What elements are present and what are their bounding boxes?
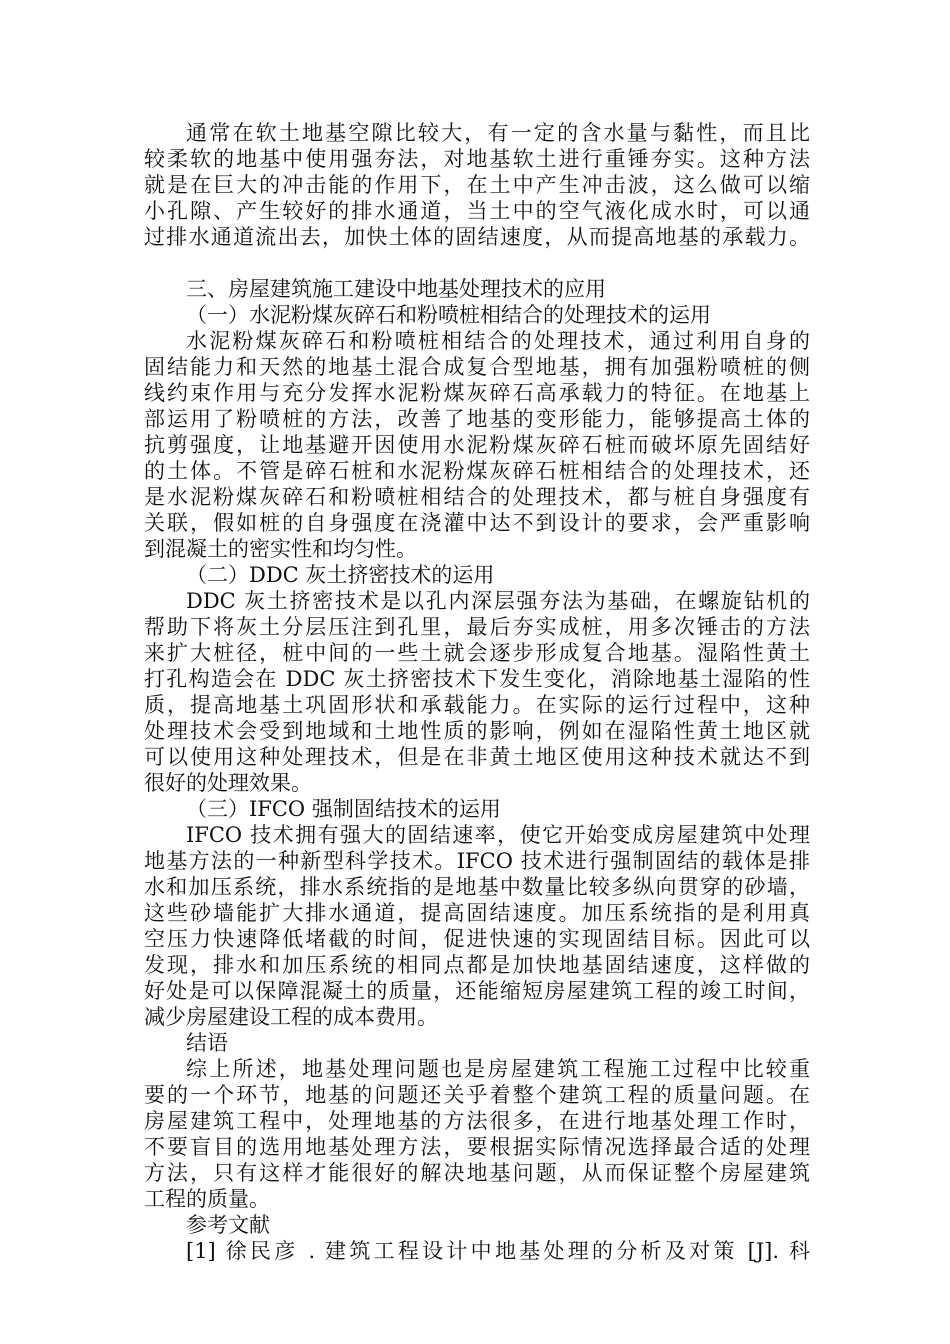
document-body <box>144 120 810 1264</box>
paragraph-conclusion <box>144 1056 810 1212</box>
text-line: 抗剪强度，让地基避开因使用水泥粉煤灰碎石桩而破坏原先固结好 <box>144 433 810 457</box>
text-line: 就是在巨大的冲击能的作用下，在土中产生冲击波，这么做可以缩 <box>144 173 810 197</box>
text-line: 部运用了粉喷桩的方法，改善了地基的变形能力，能够提高土体的 <box>144 407 810 431</box>
text-line: 的土体。不管是碎石桩和水泥粉煤灰碎石桩相结合的处理技术，还 <box>144 459 810 483</box>
text-line: 房屋建筑工程中，处理地基的方法很多，在进行地基处理工作时， <box>144 1109 810 1133</box>
text-line: 水和加压系统，排水系统指的是地基中数量比较多纵向贯穿的砂墙， <box>144 875 810 899</box>
text-line: 发现，排水和加压系统的相同点都是加快地基固结速度，这样做的 <box>144 953 810 977</box>
text-line: 空压力快速降低堵截的时间，促进快速的实现固结目标。因此可以 <box>144 927 810 951</box>
text-line: 较柔软的地基中使用强夯法，对地基软土进行重锤夯实。这种方法 <box>144 147 810 171</box>
paragraph-cfg-pile <box>144 328 810 562</box>
text-line: 地基方法的一种新型科学技术。IFCO 技术进行强制固结的载体是排 <box>144 849 810 873</box>
paragraph-soft-soil <box>144 120 810 250</box>
text-line: 通常在软土地基空隙比较大，有一定的含水量与黏性，而且比 <box>186 121 810 145</box>
paragraph-ddc <box>144 588 810 796</box>
text-line: 很好的处理效果。 <box>144 771 312 795</box>
text-line: 好处是可以保障混凝土的质量，还能缩短房屋建筑工程的竣工时间， <box>144 979 810 1003</box>
text-line: 工程的质量。 <box>144 1187 270 1211</box>
text-line: DDC 灰土挤密技术是以孔内深层强夯法为基础，在螺旋钻机的 <box>186 589 810 613</box>
text-line: 质，提高地基土巩固形状和承载能力。在实际的运行过程中，这种 <box>144 693 810 717</box>
text-line: 打孔构造会在 DDC 灰土挤密技术下发生变化，消除地基土湿陷的性 <box>144 667 810 691</box>
text-line: 不要盲目的选用地基处理方法，要根据实际情况选择最合适的处理 <box>144 1135 810 1159</box>
text-line: 水泥粉煤灰碎石和粉喷桩相结合的处理技术，通过利用自身的 <box>186 329 810 353</box>
text-line: 处理技术会受到地域和土地性质的影响，例如在湿陷性黄土地区就 <box>144 719 810 743</box>
text-line: 要的一个环节，地基的问题还关乎着整个建筑工程的质量问题。在 <box>144 1083 810 1107</box>
text-line: 综上所述，地基处理问题也是房屋建筑工程施工过程中比较重 <box>186 1057 810 1081</box>
references-heading: 参考文献 <box>186 1213 270 1237</box>
text-line: 是水泥粉煤灰碎石和粉喷桩相结合的处理技术，都与桩自身强度有 <box>144 485 810 509</box>
section-heading: 三、房屋建筑施工建设中地基处理技术的应用 <box>186 277 606 301</box>
subsection-heading: （三）IFCO 强制固结技术的运用 <box>186 797 501 821</box>
reference-item: [1] 徐民彦 . 建筑工程设计中地基处理的分析及对策 [J]. 科 <box>186 1239 810 1263</box>
text-line: 来扩大桩径，桩中间的一些土就会逐步形成复合地基。湿陷性黄土 <box>144 641 810 665</box>
text-line: 方法，只有这样才能很好的解决地基问题，从而保证整个房屋建筑 <box>144 1161 810 1185</box>
text-line: 线约束作用与充分发挥水泥粉煤灰碎石高承载力的特征。在地基上 <box>144 381 810 405</box>
subsection-heading: （二）DDC 灰土挤密技术的运用 <box>186 563 495 587</box>
paragraph-ifco <box>144 822 810 1030</box>
text-line: 这些砂墙能扩大排水通道，提高固结速度。加压系统指的是利用真 <box>144 901 810 925</box>
text-line: 固结能力和天然的地基土混合成复合型地基，拥有加强粉喷桩的侧 <box>144 355 810 379</box>
subsection-heading: （一）水泥粉煤灰碎石和粉喷桩相结合的处理技术的运用 <box>186 303 711 327</box>
text-line: 过排水通道流出去，加快土体的固结速度，从而提高地基的承载力。 <box>144 225 810 249</box>
conclusion-heading: 结语 <box>186 1031 228 1055</box>
text-line: 小孔隙、产生较好的排水通道，当土中的空气液化成水时，可以通 <box>144 199 810 223</box>
text-line: 可以使用这种处理技术，但是在非黄土地区使用这种技术就达不到 <box>144 745 810 769</box>
text-line: 关联，假如桩的自身强度在浇灌中达不到设计的要求，会严重影响 <box>144 511 810 535</box>
text-line: 到混凝土的密实性和均匀性。 <box>144 537 417 561</box>
text-line: 帮助下将灰土分层压注到孔里，最后夯实成桩，用多次锤击的方法 <box>144 615 810 639</box>
paragraph-gap <box>144 250 810 276</box>
text-line: IFCO 技术拥有强大的固结速率，使它开始变成房屋建筑中处理 <box>186 823 810 847</box>
text-line: 减少房屋建设工程的成本费用。 <box>144 1005 438 1029</box>
